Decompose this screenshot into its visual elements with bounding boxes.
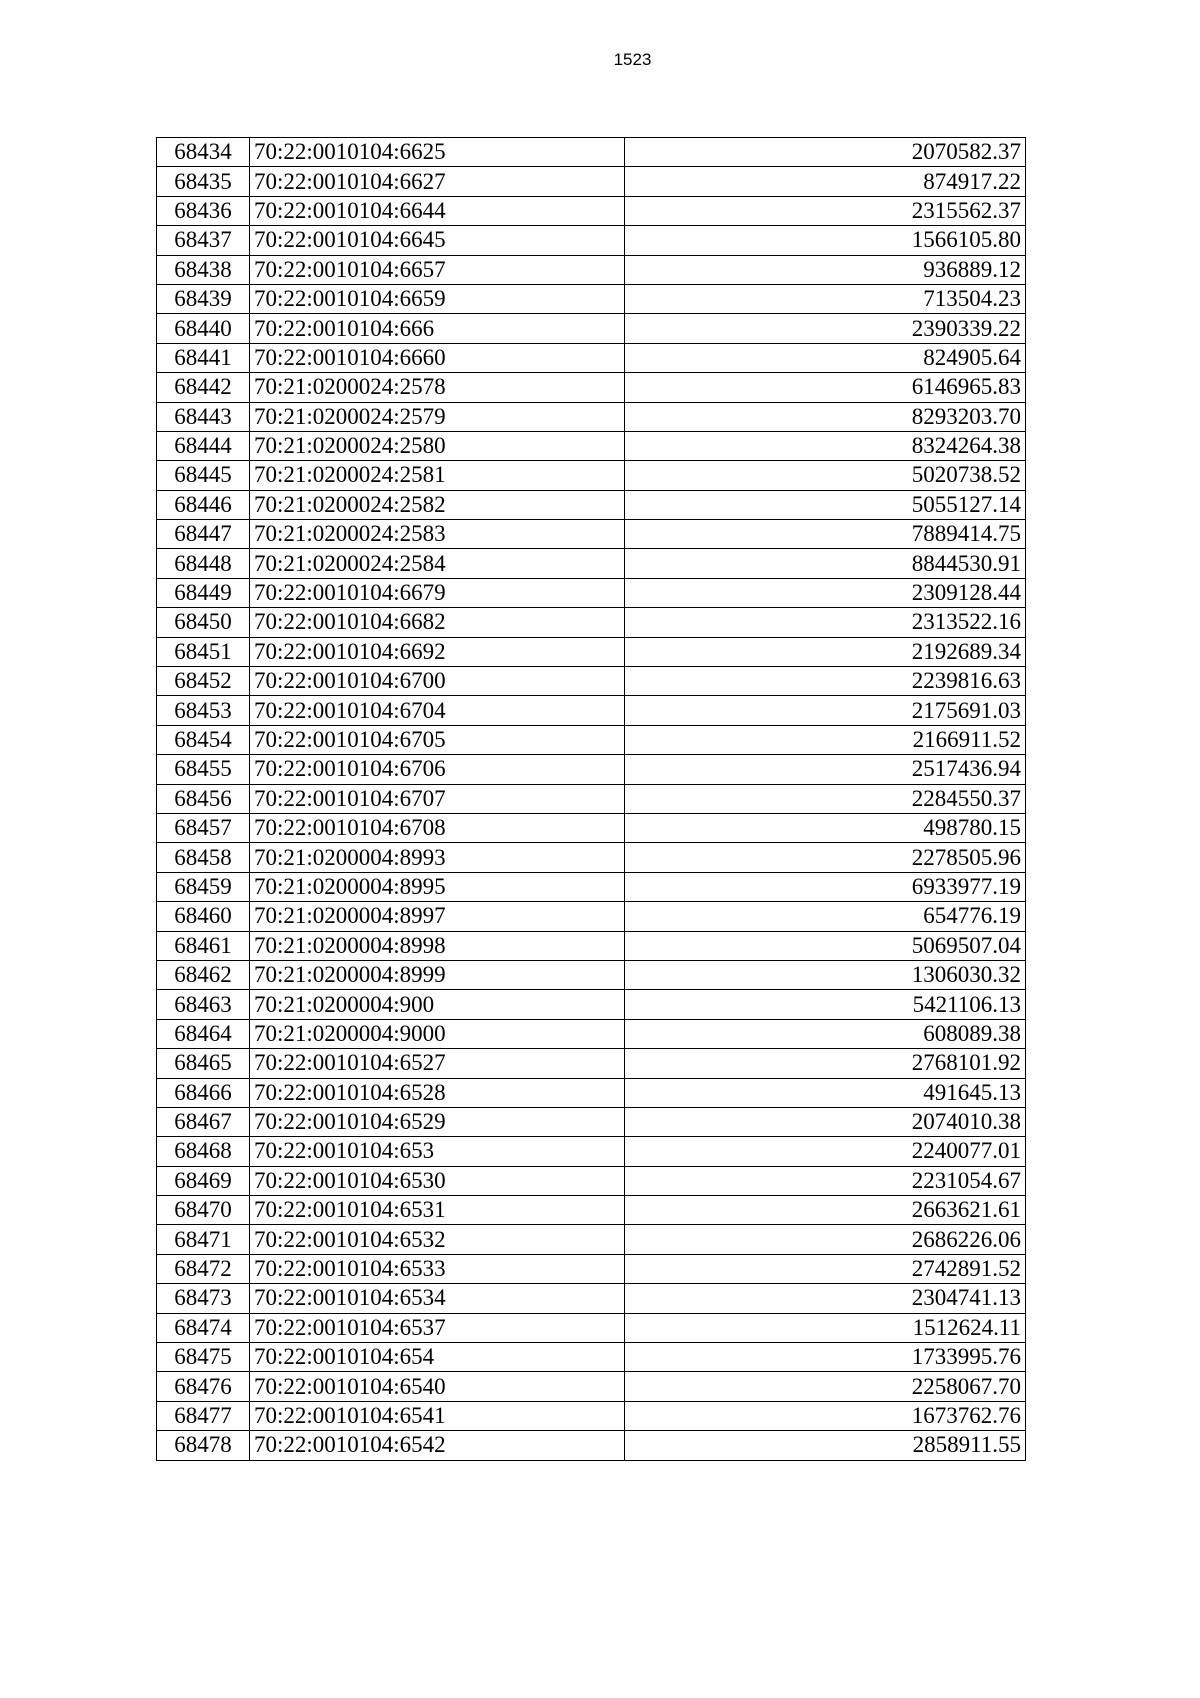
row-number-cell: 68440 bbox=[157, 314, 250, 343]
table-row bbox=[157, 461, 1026, 490]
row-number-cell: 68476 bbox=[157, 1372, 250, 1401]
row-number-cell: 68457 bbox=[157, 813, 250, 842]
table-row bbox=[157, 1107, 1026, 1136]
table-row bbox=[157, 667, 1026, 696]
value-cell: 1733995.76 bbox=[625, 1343, 1026, 1372]
cadastral-number-cell: 70:22:0010104:6530 bbox=[250, 1166, 625, 1195]
value-cell: 2231054.67 bbox=[625, 1166, 1026, 1195]
table-row bbox=[157, 872, 1026, 901]
cadastral-number-cell: 70:22:0010104:6529 bbox=[250, 1107, 625, 1136]
value-cell: 8324264.38 bbox=[625, 431, 1026, 460]
row-number-cell: 68439 bbox=[157, 284, 250, 313]
row-number-cell: 68461 bbox=[157, 931, 250, 960]
value-cell: 1512624.11 bbox=[625, 1313, 1026, 1342]
table-row bbox=[157, 1196, 1026, 1225]
row-number-cell: 68474 bbox=[157, 1313, 250, 1342]
row-number-cell: 68472 bbox=[157, 1254, 250, 1283]
row-number-cell: 68448 bbox=[157, 549, 250, 578]
value-cell: 2304741.13 bbox=[625, 1284, 1026, 1313]
value-cell: 2686226.06 bbox=[625, 1225, 1026, 1254]
cadastral-number-cell: 70:22:0010104:6705 bbox=[250, 725, 625, 754]
value-cell: 6146965.83 bbox=[625, 373, 1026, 402]
cadastral-number-cell: 70:21:0200024:2578 bbox=[250, 373, 625, 402]
table-row bbox=[157, 637, 1026, 666]
value-cell: 1306030.32 bbox=[625, 960, 1026, 989]
cadastral-number-cell: 70:22:0010104:6527 bbox=[250, 1049, 625, 1078]
cadastral-number-cell: 70:22:0010104:6533 bbox=[250, 1254, 625, 1283]
row-number-cell: 68449 bbox=[157, 578, 250, 607]
value-cell: 8293203.70 bbox=[625, 402, 1026, 431]
table-row bbox=[157, 1254, 1026, 1283]
value-cell: 713504.23 bbox=[625, 284, 1026, 313]
value-cell: 7889414.75 bbox=[625, 520, 1026, 549]
table-row bbox=[157, 490, 1026, 519]
row-number-cell: 68478 bbox=[157, 1431, 250, 1460]
cadastral-number-cell: 70:22:0010104:6682 bbox=[250, 608, 625, 637]
cadastral-number-cell: 70:22:0010104:6644 bbox=[250, 196, 625, 225]
table-row bbox=[157, 402, 1026, 431]
row-number-cell: 68451 bbox=[157, 637, 250, 666]
table-row bbox=[157, 608, 1026, 637]
value-cell: 608089.38 bbox=[625, 1019, 1026, 1048]
table-row bbox=[157, 843, 1026, 872]
cadastral-number-cell: 70:22:0010104:6660 bbox=[250, 343, 625, 372]
cadastral-number-cell: 70:21:0200024:2580 bbox=[250, 431, 625, 460]
cadastral-number-cell: 70:22:0010104:6537 bbox=[250, 1313, 625, 1342]
row-number-cell: 68477 bbox=[157, 1401, 250, 1430]
table-row bbox=[157, 284, 1026, 313]
row-number-cell: 68445 bbox=[157, 461, 250, 490]
table-row bbox=[157, 549, 1026, 578]
row-number-cell: 68455 bbox=[157, 755, 250, 784]
table-row bbox=[157, 431, 1026, 460]
row-number-cell: 68475 bbox=[157, 1343, 250, 1372]
value-cell: 2768101.92 bbox=[625, 1049, 1026, 1078]
table-row bbox=[157, 255, 1026, 284]
cadastral-number-cell: 70:22:0010104:6540 bbox=[250, 1372, 625, 1401]
table-row bbox=[157, 725, 1026, 754]
row-number-cell: 68437 bbox=[157, 226, 250, 255]
row-number-cell: 68460 bbox=[157, 902, 250, 931]
value-cell: 2192689.34 bbox=[625, 637, 1026, 666]
cadastral-number-cell: 70:22:0010104:6532 bbox=[250, 1225, 625, 1254]
row-number-cell: 68459 bbox=[157, 872, 250, 901]
table-row bbox=[157, 1343, 1026, 1372]
value-cell: 2309128.44 bbox=[625, 578, 1026, 607]
cadastral-number-cell: 70:21:0200024:2582 bbox=[250, 490, 625, 519]
cadastral-number-cell: 70:21:0200004:8993 bbox=[250, 843, 625, 872]
cadastral-number-cell: 70:22:0010104:6708 bbox=[250, 813, 625, 842]
cadastral-number-cell: 70:22:0010104:6645 bbox=[250, 226, 625, 255]
value-cell: 2258067.70 bbox=[625, 1372, 1026, 1401]
row-number-cell: 68447 bbox=[157, 520, 250, 549]
table-row bbox=[157, 1049, 1026, 1078]
row-number-cell: 68462 bbox=[157, 960, 250, 989]
cadastral-number-cell: 70:21:0200004:8999 bbox=[250, 960, 625, 989]
table-row bbox=[157, 343, 1026, 372]
row-number-cell: 68438 bbox=[157, 255, 250, 284]
table-row bbox=[157, 226, 1026, 255]
table-row bbox=[157, 1313, 1026, 1342]
cadastral-number-cell: 70:22:0010104:6541 bbox=[250, 1401, 625, 1430]
value-cell: 2175691.03 bbox=[625, 696, 1026, 725]
value-cell: 5069507.04 bbox=[625, 931, 1026, 960]
value-cell: 2315562.37 bbox=[625, 196, 1026, 225]
table-row bbox=[157, 1166, 1026, 1195]
table-row bbox=[157, 578, 1026, 607]
table-row bbox=[157, 1137, 1026, 1166]
row-number-cell: 68467 bbox=[157, 1107, 250, 1136]
data-table bbox=[156, 137, 1026, 1461]
value-cell: 2517436.94 bbox=[625, 755, 1026, 784]
row-number-cell: 68444 bbox=[157, 431, 250, 460]
table-row bbox=[157, 1431, 1026, 1460]
value-cell: 5421106.13 bbox=[625, 990, 1026, 1019]
cadastral-number-cell: 70:21:0200004:900 bbox=[250, 990, 625, 1019]
table-row bbox=[157, 1078, 1026, 1107]
table-row bbox=[157, 196, 1026, 225]
cadastral-number-cell: 70:22:0010104:6531 bbox=[250, 1196, 625, 1225]
row-number-cell: 68435 bbox=[157, 167, 250, 196]
row-number-cell: 68453 bbox=[157, 696, 250, 725]
cadastral-number-cell: 70:22:0010104:6700 bbox=[250, 667, 625, 696]
row-number-cell: 68436 bbox=[157, 196, 250, 225]
row-number-cell: 68442 bbox=[157, 373, 250, 402]
table-row bbox=[157, 902, 1026, 931]
table-row bbox=[157, 1019, 1026, 1048]
cadastral-number-cell: 70:22:0010104:653 bbox=[250, 1137, 625, 1166]
row-number-cell: 68464 bbox=[157, 1019, 250, 1048]
cadastral-number-cell: 70:22:0010104:6706 bbox=[250, 755, 625, 784]
table-row bbox=[157, 167, 1026, 196]
table-row bbox=[157, 373, 1026, 402]
value-cell: 2284550.37 bbox=[625, 784, 1026, 813]
table-row bbox=[157, 1372, 1026, 1401]
value-cell: 6933977.19 bbox=[625, 872, 1026, 901]
table-row bbox=[157, 931, 1026, 960]
value-cell: 2239816.63 bbox=[625, 667, 1026, 696]
cadastral-number-cell: 70:22:0010104:654 bbox=[250, 1343, 625, 1372]
value-cell: 936889.12 bbox=[625, 255, 1026, 284]
cadastral-number-cell: 70:22:0010104:6657 bbox=[250, 255, 625, 284]
table-row bbox=[157, 960, 1026, 989]
row-number-cell: 68463 bbox=[157, 990, 250, 1019]
value-cell: 2278505.96 bbox=[625, 843, 1026, 872]
table-row bbox=[157, 813, 1026, 842]
value-cell: 2858911.55 bbox=[625, 1431, 1026, 1460]
value-cell: 2390339.22 bbox=[625, 314, 1026, 343]
cadastral-number-cell: 70:22:0010104:666 bbox=[250, 314, 625, 343]
row-number-cell: 68454 bbox=[157, 725, 250, 754]
table-row bbox=[157, 696, 1026, 725]
value-cell: 874917.22 bbox=[625, 167, 1026, 196]
row-number-cell: 68465 bbox=[157, 1049, 250, 1078]
value-cell: 654776.19 bbox=[625, 902, 1026, 931]
value-cell: 5055127.14 bbox=[625, 490, 1026, 519]
row-number-cell: 68471 bbox=[157, 1225, 250, 1254]
row-number-cell: 68470 bbox=[157, 1196, 250, 1225]
cadastral-number-cell: 70:22:0010104:6542 bbox=[250, 1431, 625, 1460]
row-number-cell: 68434 bbox=[157, 138, 250, 167]
cadastral-number-cell: 70:22:0010104:6692 bbox=[250, 637, 625, 666]
value-cell: 2742891.52 bbox=[625, 1254, 1026, 1283]
cadastral-number-cell: 70:21:0200024:2579 bbox=[250, 402, 625, 431]
row-number-cell: 68458 bbox=[157, 843, 250, 872]
cadastral-number-cell: 70:21:0200004:8995 bbox=[250, 872, 625, 901]
row-number-cell: 68450 bbox=[157, 608, 250, 637]
table-row bbox=[157, 755, 1026, 784]
row-number-cell: 68456 bbox=[157, 784, 250, 813]
value-cell: 1566105.80 bbox=[625, 226, 1026, 255]
cadastral-number-cell: 70:21:0200024:2581 bbox=[250, 461, 625, 490]
value-cell: 2166911.52 bbox=[625, 725, 1026, 754]
table-row bbox=[157, 138, 1026, 167]
cadastral-number-cell: 70:22:0010104:6528 bbox=[250, 1078, 625, 1107]
cadastral-number-cell: 70:22:0010104:6707 bbox=[250, 784, 625, 813]
cadastral-number-cell: 70:22:0010104:6625 bbox=[250, 138, 625, 167]
table-row bbox=[157, 314, 1026, 343]
cadastral-number-cell: 70:21:0200024:2584 bbox=[250, 549, 625, 578]
row-number-cell: 68443 bbox=[157, 402, 250, 431]
cadastral-number-cell: 70:21:0200004:8997 bbox=[250, 902, 625, 931]
value-cell: 2240077.01 bbox=[625, 1137, 1026, 1166]
row-number-cell: 68446 bbox=[157, 490, 250, 519]
value-cell: 2663621.61 bbox=[625, 1196, 1026, 1225]
cadastral-number-cell: 70:22:0010104:6534 bbox=[250, 1284, 625, 1313]
value-cell: 2074010.38 bbox=[625, 1107, 1026, 1136]
cadastral-number-cell: 70:22:0010104:6627 bbox=[250, 167, 625, 196]
value-cell: 824905.64 bbox=[625, 343, 1026, 372]
value-cell: 2070582.37 bbox=[625, 138, 1026, 167]
row-number-cell: 68469 bbox=[157, 1166, 250, 1195]
table-row bbox=[157, 990, 1026, 1019]
table-row bbox=[157, 1225, 1026, 1254]
value-cell: 5020738.52 bbox=[625, 461, 1026, 490]
row-number-cell: 68468 bbox=[157, 1137, 250, 1166]
value-cell: 2313522.16 bbox=[625, 608, 1026, 637]
cadastral-number-cell: 70:21:0200004:8998 bbox=[250, 931, 625, 960]
table-row bbox=[157, 784, 1026, 813]
table-row bbox=[157, 520, 1026, 549]
row-number-cell: 68441 bbox=[157, 343, 250, 372]
cadastral-number-cell: 70:22:0010104:6679 bbox=[250, 578, 625, 607]
cadastral-number-cell: 70:21:0200004:9000 bbox=[250, 1019, 625, 1048]
table-row bbox=[157, 1401, 1026, 1430]
cadastral-number-cell: 70:22:0010104:6659 bbox=[250, 284, 625, 313]
row-number-cell: 68473 bbox=[157, 1284, 250, 1313]
row-number-cell: 68466 bbox=[157, 1078, 250, 1107]
row-number-cell: 68452 bbox=[157, 667, 250, 696]
cadastral-number-cell: 70:21:0200024:2583 bbox=[250, 520, 625, 549]
cadastral-number-cell: 70:22:0010104:6704 bbox=[250, 696, 625, 725]
value-cell: 498780.15 bbox=[625, 813, 1026, 842]
table-body bbox=[157, 138, 1026, 1461]
table-row bbox=[157, 1284, 1026, 1313]
value-cell: 1673762.76 bbox=[625, 1401, 1026, 1430]
value-cell: 8844530.91 bbox=[625, 549, 1026, 578]
value-cell: 491645.13 bbox=[625, 1078, 1026, 1107]
page-number: 1523 bbox=[613, 50, 652, 69]
